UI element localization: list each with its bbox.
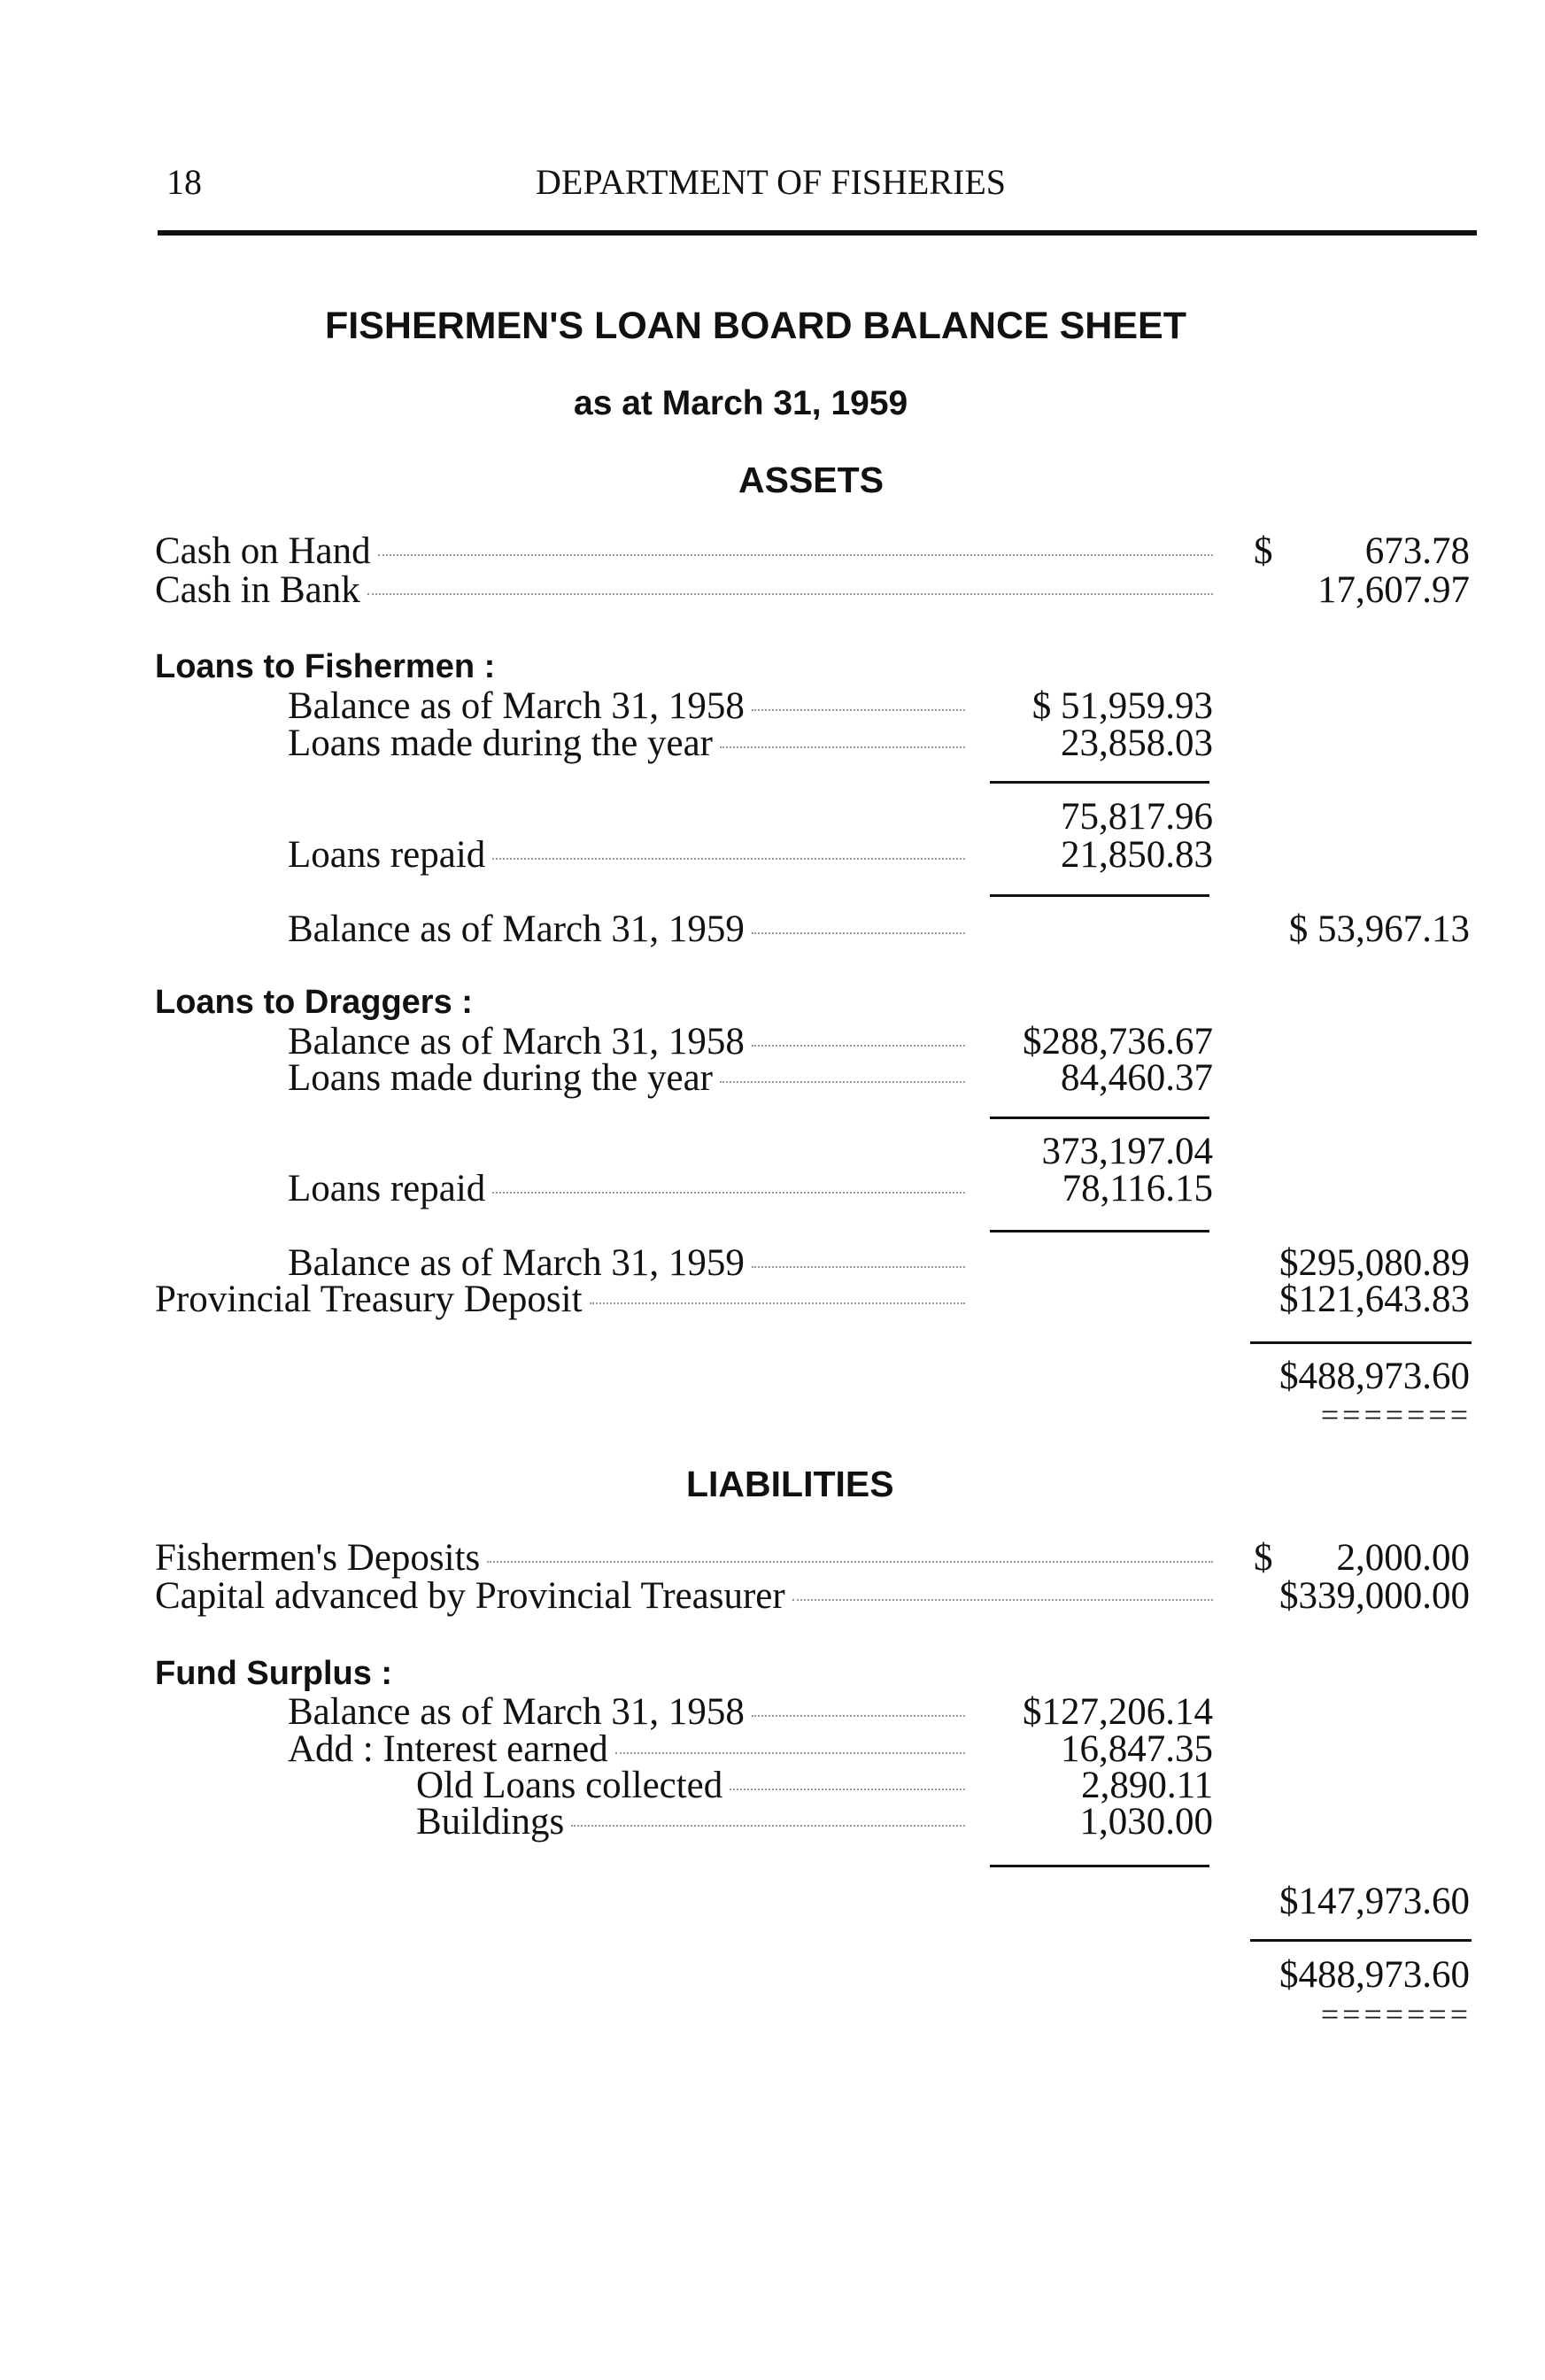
assets-total-rule	[1250, 1341, 1472, 1344]
assets-total-double-underline: =======	[1320, 1397, 1472, 1433]
lf-loans-made-amount: 23,858.03	[1061, 722, 1213, 764]
lf-loans-made-row	[288, 721, 965, 767]
ld-loans-repaid-label: Loans repaid	[288, 1168, 486, 1209]
lf-loans-made-label: Loans made during the year	[288, 722, 713, 764]
fs-total-rule	[990, 1865, 1209, 1867]
cash-on-hand-dollar: $	[1254, 530, 1273, 572]
fs-buildings-amount: 1,030.00	[1079, 1801, 1213, 1843]
leader-dots	[730, 1789, 965, 1790]
fishermens-deposits-dollar: $	[1254, 1537, 1273, 1579]
leader-dots	[752, 932, 965, 934]
assets-total: $488,973.60	[1279, 1356, 1470, 1397]
leader-dots	[378, 554, 1213, 556]
lf-loans-repaid-row	[288, 832, 965, 878]
capital-advanced-label: Capital advanced by Provincial Treasurer	[155, 1575, 785, 1617]
ld-loans-made-amount: 84,460.37	[1061, 1057, 1213, 1099]
ld-loans-repaid-amount: 78,116.15	[1062, 1168, 1213, 1209]
fishermens-deposits-label: Fishermen's Deposits	[155, 1537, 481, 1579]
leader-dots	[492, 1192, 965, 1194]
lf-balance-1958-label: Balance as of March 31, 1958	[288, 685, 745, 727]
lf-subtotal-rule	[990, 781, 1209, 784]
leader-dots	[571, 1825, 965, 1827]
loans-fishermen-heading: Loans to Fishermen :	[155, 648, 496, 685]
page-number: 18	[166, 162, 202, 202]
treasury-deposit-label: Provincial Treasury Deposit	[155, 1279, 583, 1320]
leader-dots	[720, 1081, 965, 1083]
cash-in-bank-amount: 17,607.97	[1317, 569, 1470, 611]
fs-buildings-row	[416, 1799, 965, 1845]
liabilities-total: $488,973.60	[1279, 1954, 1470, 1996]
capital-advanced-row	[155, 1573, 1213, 1619]
cash-on-hand-label: Cash on Hand	[155, 530, 371, 572]
liabilities-total-rule	[1250, 1939, 1472, 1942]
cash-in-bank-label: Cash in Bank	[155, 569, 360, 611]
leader-dots	[487, 1561, 1213, 1563]
lf-loans-repaid-label: Loans repaid	[288, 834, 486, 876]
cash-on-hand-amount: 673.78	[1364, 530, 1470, 572]
ld-balance-1959-label: Balance as of March 31, 1959	[288, 1242, 745, 1284]
leader-dots	[792, 1599, 1213, 1601]
fs-old-loans-amount: 2,890.11	[1081, 1765, 1213, 1806]
fs-total: $147,973.60	[1279, 1881, 1470, 1922]
liabilities-heading: LIABILITIES	[686, 1464, 894, 1504]
liabilities-total-double-underline: =======	[1320, 1997, 1472, 2032]
lf-balance-1959-amount: $ 53,967.13	[1288, 908, 1470, 950]
running-title: DEPARTMENT OF FISHERIES	[536, 162, 1007, 202]
leader-dots	[752, 1715, 965, 1717]
treasury-deposit-row	[155, 1277, 965, 1323]
capital-advanced-amount: $339,000.00	[1279, 1575, 1470, 1617]
fs-interest-label: Add : Interest earned	[288, 1728, 608, 1770]
leader-dots	[492, 858, 965, 860]
lf-balance-1959-row	[288, 907, 965, 953]
ld-loans-made-row	[288, 1055, 965, 1101]
fs-balance-1958-label: Balance as of March 31, 1958	[288, 1691, 745, 1733]
lf-loans-repaid-amount: 21,850.83	[1061, 834, 1213, 876]
leader-dots	[720, 746, 965, 748]
leader-dots	[752, 709, 965, 711]
ld-loans-repaid-row	[288, 1166, 965, 1212]
leader-dots	[752, 1266, 965, 1268]
fishermens-deposits-amount: 2,000.00	[1336, 1537, 1470, 1579]
lf-balance-1959-label: Balance as of March 31, 1959	[288, 908, 745, 950]
treasury-deposit-amount: $121,643.83	[1279, 1279, 1470, 1320]
lf-balance-rule	[990, 894, 1209, 897]
leader-dots	[752, 1045, 965, 1047]
ld-subtotal-rule	[990, 1117, 1209, 1119]
ld-balance-1958-label: Balance as of March 31, 1958	[288, 1021, 745, 1062]
sheet-date: as at March 31, 1959	[574, 384, 908, 422]
fs-old-loans-label: Old Loans collected	[416, 1765, 723, 1806]
fund-surplus-heading: Fund Surplus :	[155, 1655, 393, 1692]
leader-dots	[590, 1302, 965, 1304]
lf-subtotal: 75,817.96	[1061, 796, 1213, 838]
fs-balance-1958-amount: $127,206.14	[1023, 1691, 1213, 1733]
loans-draggers-heading: Loans to Draggers :	[155, 984, 473, 1021]
ld-balance-rule	[990, 1230, 1209, 1232]
assets-heading: ASSETS	[738, 460, 885, 500]
ld-subtotal: 373,197.04	[1041, 1131, 1213, 1172]
fs-buildings-label: Buildings	[416, 1801, 565, 1843]
ld-balance-1958-amount: $288,736.67	[1023, 1021, 1213, 1062]
fs-interest-amount: 16,847.35	[1061, 1728, 1213, 1770]
sheet-title: FISHERMEN'S LOAN BOARD BALANCE SHEET	[325, 305, 1186, 347]
ld-loans-made-label: Loans made during the year	[288, 1057, 713, 1099]
lf-balance-1958-amount: $ 51,959.93	[1031, 685, 1213, 727]
leader-dots	[615, 1752, 965, 1754]
leader-dots	[367, 593, 1213, 595]
cash-in-bank-row	[155, 568, 1213, 614]
ld-balance-1959-amount: $295,080.89	[1279, 1242, 1470, 1284]
header-rule	[158, 230, 1477, 236]
